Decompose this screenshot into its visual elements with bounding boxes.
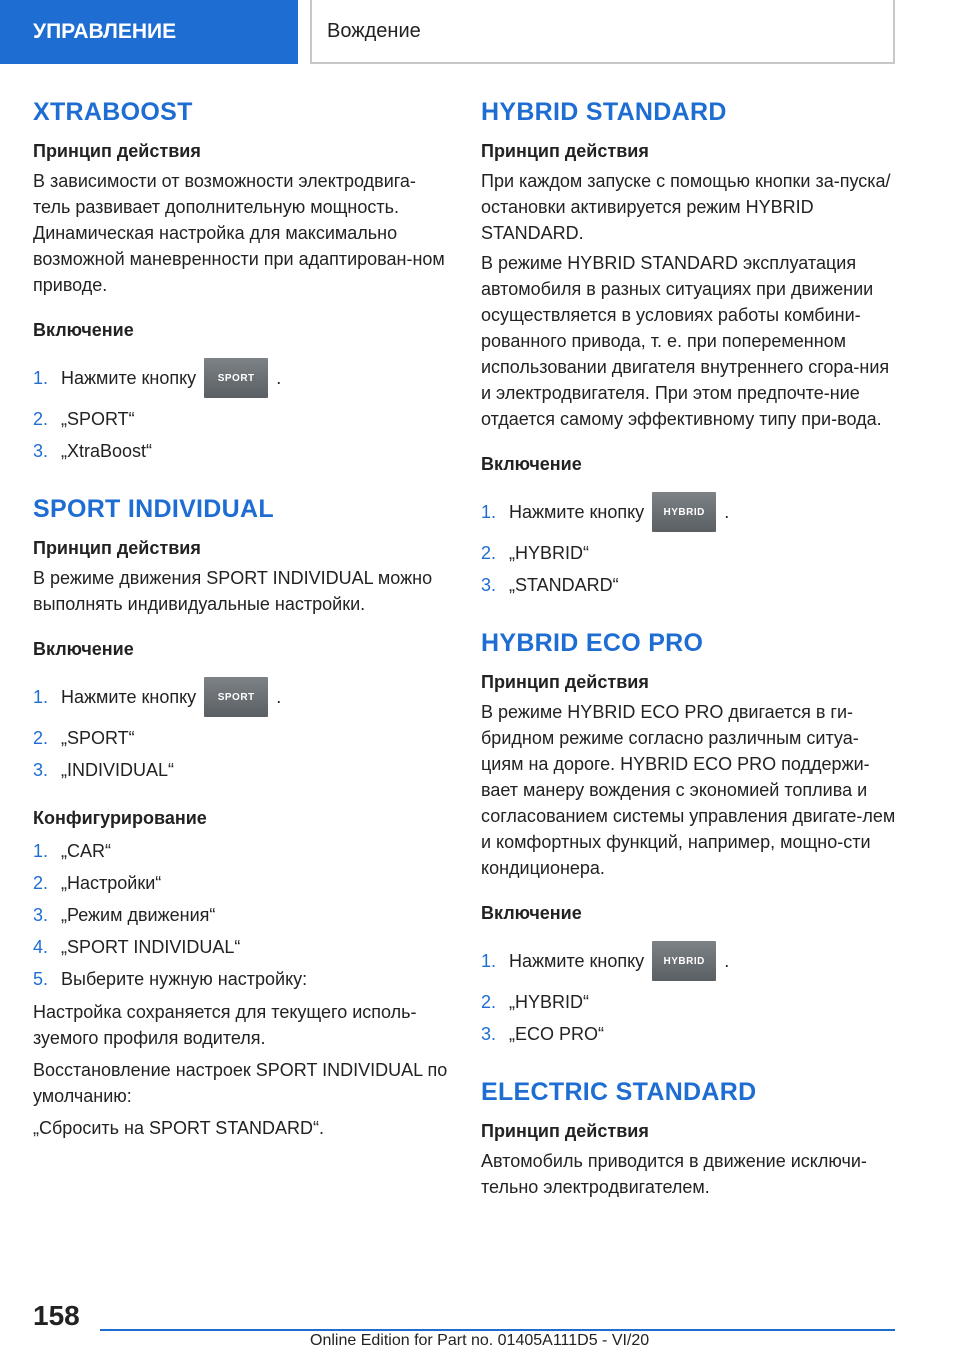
subheading-principle: Принцип действия — [481, 672, 649, 692]
step-text: „Режим движения“ — [61, 904, 216, 925]
list-item — [481, 1018, 901, 1050]
list-item — [33, 403, 453, 435]
paragraph: При каждом запуске с помощью кнопки за-пуска/остановки активируется режим HYBRID STANDARD. — [481, 171, 891, 243]
list-item — [33, 899, 453, 931]
step-number: 2. — [33, 727, 49, 748]
section-title: УПРАВЛЕНИЕ — [33, 20, 177, 43]
step-text: Нажмите кнопку — [61, 686, 197, 707]
subheading-activation: Включение — [33, 320, 134, 340]
step-number: 2. — [481, 991, 497, 1012]
step-text: „SPORT INDIVIDUAL“ — [61, 936, 241, 957]
step-number: 1. — [33, 840, 49, 861]
subheading-principle: Принцип действия — [481, 141, 649, 161]
paragraph: Настройка сохраняется для текущего исполь-зуемого профиля водителя. — [33, 1002, 417, 1048]
heading-hybrid-eco-pro: HYBRID ECO PRO — [481, 629, 704, 657]
list-item — [33, 722, 453, 754]
chapter-tab — [310, 0, 895, 64]
step-number: 3. — [481, 574, 497, 595]
list-item — [33, 931, 453, 963]
step-text: „Настройки“ — [61, 872, 162, 893]
list-item: 1. Нажмите кнопку SPORT . — [33, 672, 453, 722]
step-text: „CAR“ — [61, 840, 111, 861]
subheading-activation: Включение — [481, 454, 582, 474]
step-text: „SPORT“ — [61, 727, 135, 748]
subheading-activation: Включение — [33, 639, 134, 659]
step-number: 1. — [33, 686, 49, 707]
step-number: 3. — [33, 759, 49, 780]
hybrid-button-icon: HYBRID — [652, 941, 716, 981]
page-number: 158 — [33, 1300, 80, 1331]
step-text: „SPORT“ — [61, 408, 135, 429]
list-item: 1. Нажмите кнопку HYBRID . — [481, 487, 901, 537]
left-column — [33, 98, 453, 1145]
heading-electric-standard: ELECTRIC STANDARD — [481, 1078, 757, 1106]
subheading-principle: Принцип действия — [481, 1121, 649, 1141]
paragraph: В режиме HYBRID ECO PRO двигается в ги-бридном режиме согласно различным ситуа-циям на дороге. HYBRID ECO PRO поддержи-вает манеру вождения с экономией топлива и согласованием системы управления двигате-лем и комфортных функций, например, мощно-сти кондиционера. — [481, 702, 896, 878]
step-number: 3. — [33, 440, 49, 461]
subheading-configuration: Конфигурирование — [33, 808, 207, 828]
paragraph: В режиме HYBRID STANDARD эксплуатация автомобиля в разных ситуациях при движении осуществляется в условиях работы комбини-рованного привода, т. е. при попеременном использовании двигателя внутреннего сгора-ния и электродвигателя. При этом предпочте-ние отдается самому эффективному типу при-вода. — [481, 253, 890, 429]
step-text: „HYBRID“ — [509, 542, 589, 563]
paragraph: „Сбросить на SPORT STANDARD“. — [33, 1118, 324, 1138]
step-text: Нажмите кнопку — [509, 950, 645, 971]
config-steps-list — [33, 835, 453, 995]
list-item — [481, 569, 901, 601]
step-number: 5. — [33, 968, 49, 989]
step-text: „INDIVIDUAL“ — [61, 759, 175, 780]
step-number: 4. — [33, 936, 49, 957]
section-tab — [0, 0, 298, 64]
hybrid-button-icon: HYBRID — [652, 492, 716, 532]
edition-label: Online Edition for Part no. 01405A111D5 - VI/20 — [310, 1332, 650, 1349]
sport-button-icon: SPORT — [204, 358, 268, 398]
subheading-principle: Принцип действия — [33, 538, 201, 558]
list-item — [33, 963, 453, 995]
list-item — [33, 835, 453, 867]
list-item: 1. Нажмите кнопку SPORT . — [33, 353, 453, 403]
step-number: 3. — [481, 1023, 497, 1044]
right-column — [481, 98, 901, 1204]
list-item — [481, 986, 901, 1018]
subheading-principle: Принцип действия — [33, 141, 201, 161]
paragraph: Автомобиль приводится в движение исключи-тельно электродвигателем. — [481, 1151, 867, 1197]
list-item — [33, 435, 453, 467]
step-text: Выберите нужную настройку: — [61, 968, 308, 989]
list-item: 1. Нажмите кнопку HYBRID . — [481, 936, 901, 986]
steps-list — [33, 353, 453, 467]
step-number: 1. — [33, 367, 49, 388]
steps-list — [33, 672, 453, 786]
steps-list — [481, 487, 901, 601]
chapter-title: Вождение — [327, 19, 421, 42]
paragraph: Восстановление настроек SPORT INDIVIDUAL по умолчанию: — [33, 1060, 448, 1106]
list-item — [33, 754, 453, 786]
heading-xtraboost: XTRABOOST — [33, 98, 193, 126]
heading-hybrid-standard: HYBRID STANDARD — [481, 98, 727, 126]
step-number: 1. — [481, 501, 497, 522]
step-text: „ECO PRO“ — [509, 1023, 605, 1044]
steps-list — [481, 936, 901, 1050]
sport-button-icon: SPORT — [204, 677, 268, 717]
subheading-activation: Включение — [481, 903, 582, 923]
paragraph: В зависимости от возможности электродвига-тель развивает дополнительную мощность. Динамическая настройка для максимально возможной маневренности при адаптирован-ном приводе. — [33, 171, 445, 295]
step-number: 2. — [33, 408, 49, 429]
paragraph: В режиме движения SPORT INDIVIDUAL можно выполнять индивидуальные настройки. — [33, 568, 433, 614]
step-text: „STANDARD“ — [509, 574, 619, 595]
list-item — [481, 537, 901, 569]
heading-sport-individual: SPORT INDIVIDUAL — [33, 495, 274, 523]
step-text: „HYBRID“ — [509, 991, 589, 1012]
step-text: „XtraBoost“ — [61, 440, 153, 461]
step-number: 2. — [33, 872, 49, 893]
step-number: 3. — [33, 904, 49, 925]
footer-divider — [100, 1329, 895, 1331]
step-number: 1. — [481, 950, 497, 971]
list-item — [33, 867, 453, 899]
step-number: 2. — [481, 542, 497, 563]
step-text: Нажмите кнопку — [61, 367, 197, 388]
step-text: Нажмите кнопку — [509, 501, 645, 522]
